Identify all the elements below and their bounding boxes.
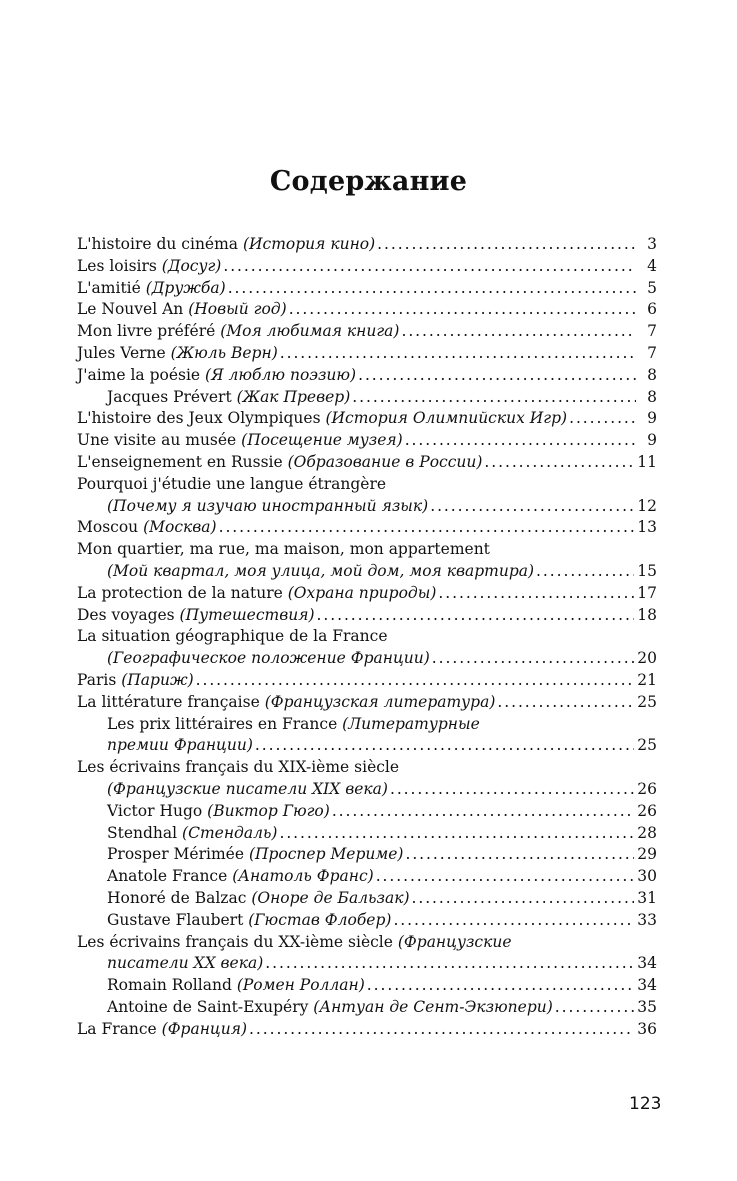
toc-entry-russian-title: (Мой квартал, моя улица, мой дом, моя квартира)	[107, 561, 535, 580]
dot-leader	[555, 997, 634, 1019]
dot-leader	[358, 365, 636, 387]
toc-entry	[77, 561, 657, 583]
toc-entry-russian-title: (Жак Превер)	[236, 387, 351, 406]
toc-entry-russian-title: (История Олимпийских Игр)	[325, 409, 568, 428]
toc-entry-french-title: Honoré de Balzac	[107, 888, 252, 907]
table-of-contents	[77, 234, 657, 1040]
toc-entry-page: 34	[637, 976, 657, 995]
toc-entry-russian-title: (Виктор Гюго)	[207, 801, 330, 820]
dot-leader	[367, 975, 634, 997]
toc-entry-title	[107, 648, 430, 670]
toc-entry-page: 25	[637, 692, 657, 711]
dot-leader	[265, 953, 634, 975]
toc-entry-title	[107, 997, 553, 1019]
toc-entry-russian-title: (Охрана природы)	[287, 583, 437, 602]
toc-entry-title	[77, 670, 194, 692]
toc-entry	[77, 670, 657, 692]
toc-entry-russian-title: (История кино)	[242, 235, 376, 253]
toc-entry-russian-title: (Франция)	[161, 1019, 248, 1038]
toc-entry-russian-title: (Посещение музея)	[241, 431, 403, 450]
toc-entry	[77, 517, 657, 539]
toc-entry-russian-title: (Антуан де Сент-Экзюпери)	[313, 997, 553, 1016]
toc-entry-french-title: Paris	[77, 670, 122, 689]
toc-entry-title	[107, 975, 365, 997]
toc-entry-page: 35	[637, 997, 657, 1016]
dot-leader	[412, 888, 635, 910]
toc-entry-title	[77, 539, 490, 561]
toc-entry	[77, 452, 657, 474]
dot-leader	[536, 561, 634, 583]
dot-leader	[289, 299, 636, 321]
toc-entry-page: 8	[647, 365, 657, 384]
toc-entry-russian-title: (Гюстав Флобер)	[248, 910, 392, 929]
dot-leader	[219, 517, 635, 539]
toc-entry-page: 5	[647, 278, 657, 297]
toc-entry	[77, 866, 657, 888]
toc-entry-title	[77, 605, 315, 627]
toc-entry-french-title: Des voyages	[77, 605, 180, 624]
toc-entry-page: 11	[637, 452, 657, 471]
toc-entry-page: 9	[647, 409, 657, 428]
toc-entry	[77, 692, 657, 714]
toc-entry-french-title: Victor Hugo	[107, 801, 208, 820]
page-number: 123	[629, 1094, 662, 1114]
dot-leader	[438, 583, 634, 605]
toc-entry-page: 7	[647, 322, 657, 341]
toc-entry-french-title: Romain Rolland	[107, 976, 237, 995]
toc-entry-french-title: L'enseignement en Russie	[77, 452, 288, 471]
dot-leader	[377, 234, 636, 256]
dot-leader	[352, 387, 636, 409]
toc-entry-page: 26	[637, 779, 657, 798]
toc-entry-russian-title: (Образование в России)	[287, 452, 483, 471]
toc-entry	[77, 975, 657, 997]
toc-entry	[77, 953, 657, 975]
toc-entry-page: 9	[647, 431, 657, 450]
dot-leader	[497, 692, 634, 714]
dot-leader	[223, 256, 636, 278]
toc-entry	[77, 256, 657, 278]
toc-entry-russian-title: (Географическое положение Франции)	[107, 649, 430, 668]
toc-entry-page: 4	[647, 256, 657, 275]
toc-entry-french-title: Mon quartier, ma rue, ma maison, mon appartement	[77, 540, 490, 559]
toc-entry-title	[77, 299, 287, 321]
toc-entry	[77, 234, 657, 256]
toc-entry-russian-title: (Проспер Мериме)	[248, 845, 404, 864]
toc-entry	[77, 757, 657, 779]
toc-entry-page: 33	[637, 910, 657, 929]
toc-entry-title	[107, 823, 277, 845]
toc-entry-russian-title: (Дружба)	[145, 278, 226, 297]
dot-leader	[405, 430, 636, 452]
toc-entry-page: 20	[637, 649, 657, 668]
dot-leader	[255, 735, 634, 757]
toc-entry	[77, 365, 657, 387]
toc-entry-french-title: Prosper Mérimée	[107, 845, 249, 864]
toc-entry-title	[77, 1019, 247, 1041]
toc-entry-russian-title: (Ромен Роллан)	[236, 976, 365, 995]
toc-entry-page: 36	[637, 1019, 657, 1038]
toc-entry-title	[77, 408, 567, 430]
toc-entry	[77, 539, 657, 561]
toc-entry-title	[107, 801, 330, 823]
toc-entry-french-title: Mon livre préféré	[77, 322, 221, 341]
toc-entry-page: 29	[637, 845, 657, 864]
toc-entry-page: 8	[647, 387, 657, 406]
dot-leader	[317, 605, 635, 627]
toc-entry	[77, 583, 657, 605]
dot-leader	[393, 910, 634, 932]
toc-entry-title	[77, 583, 436, 605]
toc-entry-title	[107, 496, 428, 518]
toc-entry-title	[77, 256, 221, 278]
toc-entry-title	[107, 779, 388, 801]
dot-leader	[432, 648, 634, 670]
toc-entry-russian-title: (Стендаль)	[182, 823, 278, 842]
toc-entry-title	[77, 452, 482, 474]
dot-leader	[405, 844, 634, 866]
toc-entry-french-title: L'histoire du cinéma	[77, 235, 243, 253]
toc-entry-french-title: L'amitié	[77, 278, 146, 297]
toc-entry	[77, 823, 657, 845]
toc-entry-page: 18	[637, 605, 657, 624]
toc-entry-french-title: L'histoire des Jeux Olympiques	[77, 409, 326, 428]
toc-entry	[77, 648, 657, 670]
toc-entry-title	[107, 387, 350, 409]
toc-entry-page: 30	[637, 867, 657, 886]
toc-entry-page: 6	[647, 300, 657, 319]
toc-entry	[77, 714, 657, 736]
toc-entry-french-title: Les loisirs	[77, 256, 162, 275]
toc-entry-title	[77, 757, 399, 779]
dot-leader	[569, 408, 636, 430]
dot-leader	[249, 1019, 634, 1041]
toc-entry	[77, 910, 657, 932]
toc-entry-french-title: Les prix littéraires en France	[107, 714, 343, 733]
dot-leader	[401, 321, 636, 343]
toc-entry-french-title: Pourquoi j'étudie une langue étrangère	[77, 474, 387, 493]
toc-entry-russian-title: (Французские	[397, 932, 512, 951]
toc-entry-title	[107, 910, 391, 932]
dot-leader	[376, 866, 635, 888]
toc-entry	[77, 343, 657, 365]
toc-entry	[77, 779, 657, 801]
toc-entry-russian-title: (Новый год)	[188, 300, 287, 319]
toc-entry-title	[77, 430, 403, 452]
toc-entry-title	[77, 517, 217, 539]
toc-entry-title	[107, 866, 374, 888]
toc-entry-page: 34	[637, 954, 657, 973]
toc-entry-russian-title: (Почему я изучаю иностранный язык)	[107, 496, 429, 515]
toc-entry-page: 13	[637, 518, 657, 537]
toc-entry-french-title: Anatole France	[107, 867, 233, 886]
toc-entry-russian-title: (Литературные	[342, 714, 480, 733]
toc-entry-page: 7	[647, 343, 657, 362]
toc-entry-french-title: J'aime la poésie	[77, 365, 206, 384]
toc-entry-russian-title: (Путешествия)	[179, 605, 315, 624]
toc-entry	[77, 844, 657, 866]
toc-entry-page: 3	[647, 235, 657, 253]
dot-leader	[390, 779, 634, 801]
toc-entry-page: 25	[637, 736, 657, 755]
toc-entry-french-title: La France	[77, 1019, 162, 1038]
toc-entry	[77, 888, 657, 910]
toc-entry-page: 21	[637, 670, 657, 689]
toc-entry-french-title: La protection de la nature	[77, 583, 288, 602]
toc-entry	[77, 496, 657, 518]
toc-entry-page: 26	[637, 801, 657, 820]
toc-entry-russian-title: (Москва)	[143, 518, 217, 537]
toc-entry-page: 17	[637, 583, 657, 602]
toc-entry	[77, 321, 657, 343]
toc-entry	[77, 474, 657, 496]
toc-entry-title	[77, 474, 386, 496]
toc-entry-russian-title: писатели XX века)	[107, 954, 264, 973]
dot-leader	[196, 670, 635, 692]
toc-entry-french-title: Gustave Flaubert	[107, 910, 249, 929]
toc-entry-french-title: Une visite au musée	[77, 431, 242, 450]
toc-entry-title	[107, 888, 410, 910]
toc-entry	[77, 299, 657, 321]
toc-entry-russian-title: (Французские писатели XIX века)	[107, 779, 388, 798]
toc-entry	[77, 387, 657, 409]
toc-entry-title	[77, 278, 226, 300]
toc-entry-title	[107, 844, 403, 866]
toc-entry	[77, 278, 657, 300]
toc-entry-french-title: La littérature française	[77, 692, 265, 711]
toc-entry-french-title: Les écrivains français du XX-ième siècle	[77, 932, 398, 951]
toc-entry-title	[77, 234, 375, 256]
toc-entry-french-title: Stendhal	[107, 823, 183, 842]
toc-entry-russian-title: (Моя любимая книга)	[220, 322, 400, 341]
toc-entry-title	[77, 321, 399, 343]
toc-entry-title	[107, 735, 253, 757]
toc-entry-page: 15	[637, 561, 657, 580]
toc-entry-title	[107, 953, 263, 975]
toc-entry-french-title: Les écrivains français du XIX-ième siècle	[77, 758, 400, 777]
toc-entry-russian-title: (Париж)	[121, 670, 194, 689]
toc-entry-title	[77, 932, 512, 954]
dot-leader	[228, 278, 636, 300]
toc-entry	[77, 932, 657, 954]
toc-entry-title	[77, 343, 278, 365]
toc-entry-russian-title: (Досуг)	[161, 256, 222, 275]
toc-entry-russian-title: (Жюль Верн)	[170, 343, 278, 362]
toc-entry-french-title: Jules Verne	[77, 343, 171, 362]
dot-leader	[279, 823, 634, 845]
toc-entry	[77, 1019, 657, 1041]
dot-leader	[280, 343, 636, 365]
toc-entry-title	[77, 626, 388, 648]
toc-entry-title	[77, 692, 495, 714]
toc-entry	[77, 735, 657, 757]
toc-entry	[77, 801, 657, 823]
toc-entry-page: 12	[637, 496, 657, 515]
toc-entry-russian-title: (Французская литература)	[264, 692, 496, 711]
toc-entry-french-title: Moscou	[77, 518, 144, 537]
toc-entry-french-title: Jacques Prévert	[107, 387, 237, 406]
toc-entry-title	[77, 365, 356, 387]
toc-entry	[77, 605, 657, 627]
dot-leader	[332, 801, 634, 823]
toc-entry-russian-title: премии Франции)	[107, 736, 253, 755]
toc-entry	[77, 430, 657, 452]
toc-entry-russian-title: (Я люблю поэзию)	[205, 365, 357, 384]
toc-entry-title	[107, 561, 534, 583]
toc-entry	[77, 408, 657, 430]
toc-entry-french-title: La situation géographique de la France	[77, 627, 388, 646]
toc-entry-french-title: Antoine de Saint-Exupéry	[107, 997, 314, 1016]
toc-entry	[77, 997, 657, 1019]
toc-entry-page: 28	[637, 823, 657, 842]
page-title: Содержание	[269, 166, 468, 197]
dot-leader	[430, 496, 634, 518]
dot-leader	[484, 452, 634, 474]
toc-entry-french-title: Le Nouvel An	[77, 300, 189, 319]
toc-entry-russian-title: (Анатоль Франс)	[232, 867, 374, 886]
toc-entry	[77, 626, 657, 648]
toc-entry-title	[107, 714, 480, 736]
toc-entry-russian-title: (Оноре де Бальзак)	[251, 888, 410, 907]
toc-entry-page: 31	[637, 888, 657, 907]
